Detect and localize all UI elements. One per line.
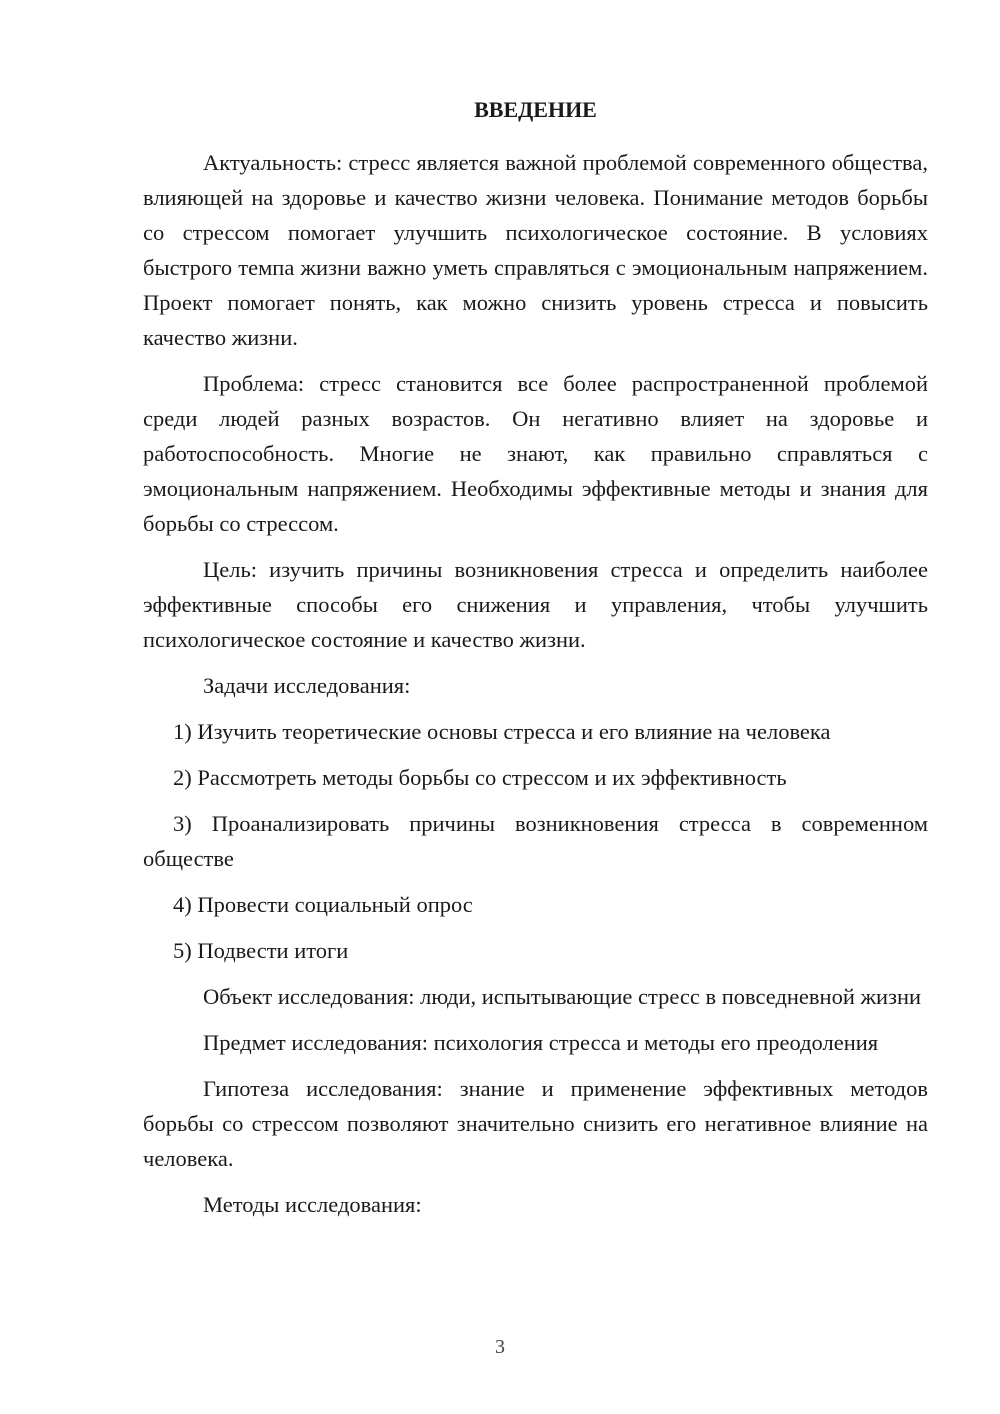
paragraph-subject: Предмет исследования: психология стресса и методы его преодоления xyxy=(203,1030,879,1055)
task-item: 5) Подвести итоги xyxy=(173,938,349,963)
methods-heading: Методы исследования: xyxy=(203,1192,422,1217)
paragraph-object: Объект исследования: люди, испытывающие стресс в повседневной жизни xyxy=(203,984,922,1009)
paragraph-relevance: Актуальность: стресс является важной проблемой современного общества, влияющей на здоровье и качество жизни человека. Понимание методов борьбы со стрессом помогает улучшить психологическое состояние. В условиях быстрого темпа жизни важно уметь справляться с эмоциональным напряжением. Проект помогает понять, как можно снизить уровень стресса и повысить качество жизни. xyxy=(143,150,928,350)
page-number: 3 xyxy=(495,1336,505,1358)
task-item: 1) Изучить теоретические основы стресса и его влияние на человека xyxy=(173,719,831,744)
tasks-heading: Задачи исследования: xyxy=(203,673,411,698)
paragraph-hypothesis: Гипотеза исследования: знание и применение эффективных методов борьбы со стрессом позволяют значительно снизить его негативное влияние на человека. xyxy=(143,1076,928,1171)
paragraph-goal: Цель: изучить причины возникновения стресса и определить наиболее эффективные способы его снижения и управления, чтобы улучшить психологическое состояние и качество жизни. xyxy=(143,557,928,652)
task-item: 3) Проанализировать причины возникновения стресса в современном обществе xyxy=(143,811,928,871)
task-item: 4) Провести социальный опрос xyxy=(173,892,473,917)
task-item: 2) Рассмотреть методы борьбы со стрессом и их эффективность xyxy=(173,765,787,790)
section-title: ВВЕДЕНИЕ xyxy=(474,97,597,122)
page-content xyxy=(143,92,928,1233)
paragraph-problem: Проблема: стресс становится все более распространенной проблемой среди людей разных возрастов. Он негативно влияет на здоровье и работоспособность. Многие не знают, как правильно справляться с эмоциональным напряжением. Необходимы эффективные методы и знания для борьбы со стрессом. xyxy=(143,371,928,536)
